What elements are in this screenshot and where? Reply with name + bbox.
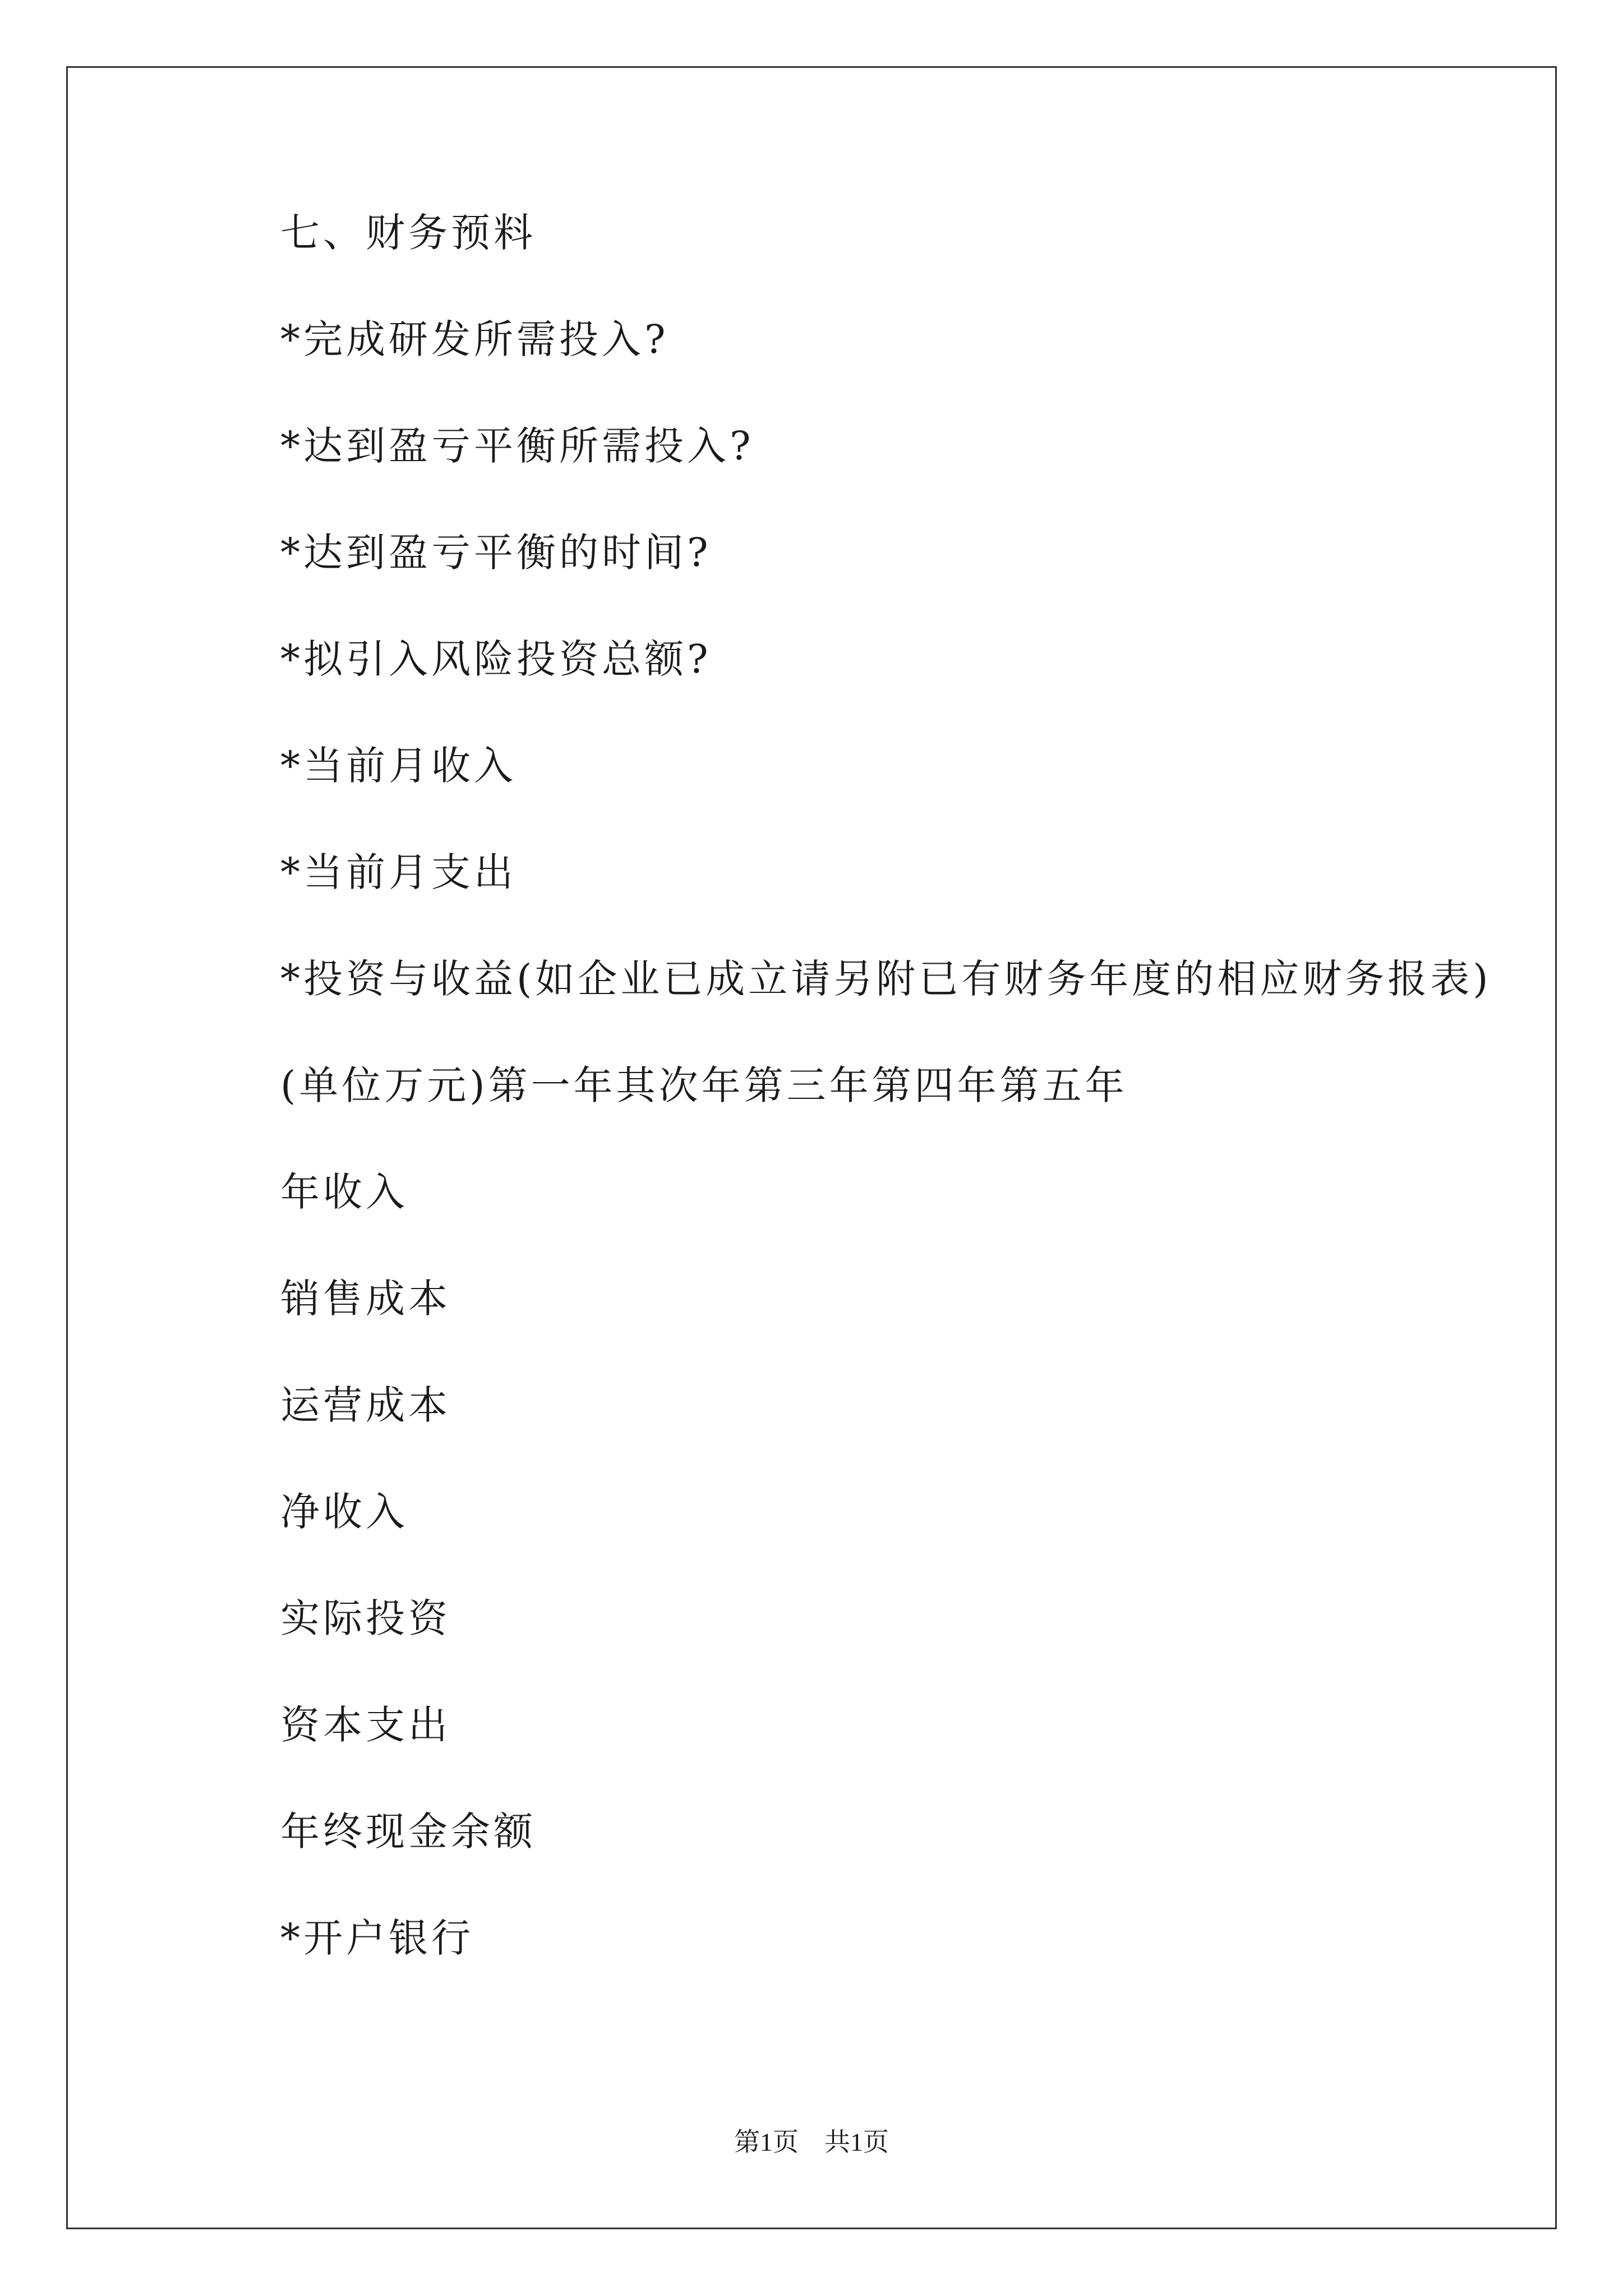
section-heading: 七、财务预料	[280, 210, 536, 256]
table-row-label: 销售成本	[280, 1276, 451, 1322]
table-row-label: 年收入	[280, 1169, 408, 1215]
page-border	[66, 66, 1557, 2229]
list-item: *开户银行	[280, 1915, 474, 1961]
table-row-label: 净收入	[280, 1489, 408, 1535]
list-item: *完成研发所需投入?	[280, 316, 669, 362]
table-row-label: 运营成本	[280, 1382, 451, 1428]
table-row-label: 资本支出	[280, 1702, 451, 1748]
list-item: *达到盈亏平衡所需投入?	[280, 423, 754, 469]
list-item: *当前月支出	[280, 849, 517, 895]
table-row-label: 实际投资	[280, 1595, 451, 1641]
list-item: *达到盈亏平衡的时间?	[280, 530, 712, 576]
page-count: 共1页	[824, 2128, 889, 2156]
list-item: *拟引入风险投资总额?	[280, 636, 712, 682]
page-number: 第1页	[734, 2128, 799, 2156]
page-footer	[0, 2129, 1623, 2155]
table-row-label: 年终现金余额	[280, 1809, 536, 1855]
table-header-line: (单位万元)第一年其次年第三年第四年第五年	[280, 1062, 1128, 1108]
list-item: *投资与收益(如企业已成立请另附已有财务年度的相应财务报表)	[280, 956, 1492, 1002]
list-item: *当前月收入	[280, 743, 517, 789]
